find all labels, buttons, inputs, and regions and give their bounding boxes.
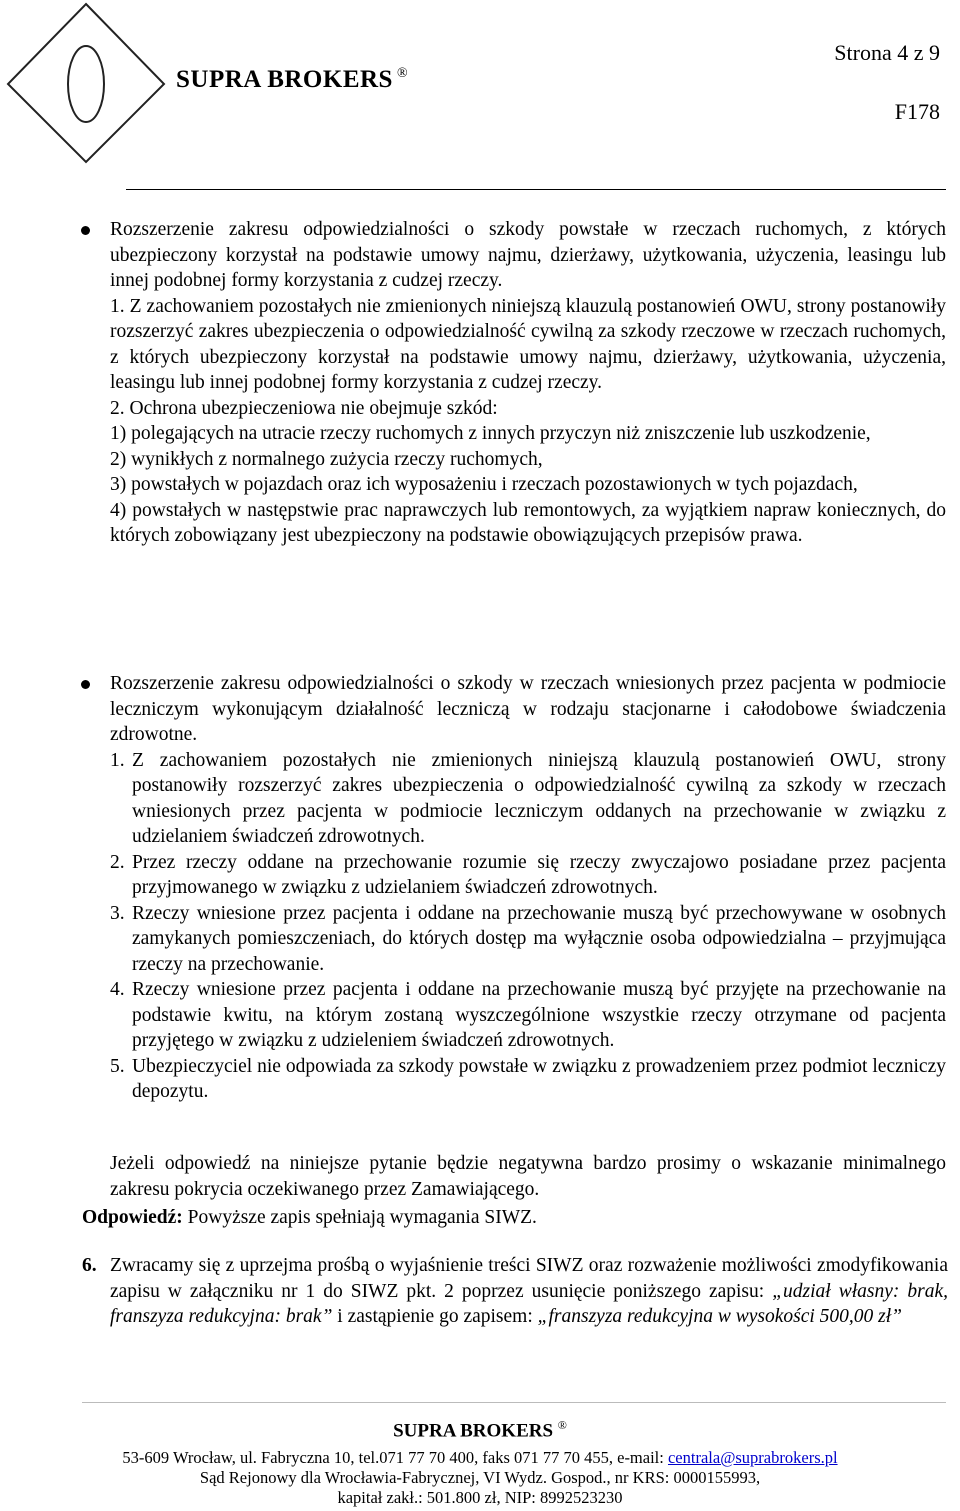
- bullet-icon: [81, 680, 90, 689]
- quote-proposed: „franszyza redukcyjna w wysokości 500,00 zł”: [537, 1306, 902, 1327]
- company-logo-icon: [0, 0, 170, 166]
- document-code: F178: [894, 99, 940, 124]
- section-a-exclusion-3: 3) powstałych w pojazdach oraz ich wyposażeniu i rzeczach pozostawionych w tych pojazdach,: [110, 474, 858, 495]
- section-a-point-1: 1. Z zachowaniem pozostałych nie zmienionych niniejszą klauzulą postanowień OWU, strony postanowiły rozszerzyć zakres ubezpieczenia o odpowiedzialność cywilną za szkody rzeczowe w rzeczach ruchomych, z których ubezpieczony korzystał na podstawie umowy najmu, dzierżawy, użytkowania, użyczenia, leasingu lub innej podobnej formy korzystania z cudzej rzeczy.: [110, 295, 946, 393]
- list-item: 2. Przez rzeczy oddane na przechowanie rozumie się rzeczy zwyczajowo posiadane przez pacjenta przyjmowanego w związku z udzielaniem świadczeń zdrowotnych.: [110, 851, 946, 898]
- header-divider: [126, 189, 946, 190]
- email-link[interactable]: centrala@suprabrokers.pl: [667, 1448, 838, 1467]
- question-6: [82, 1253, 948, 1330]
- header-brand: SUPRA BROKERS ®: [176, 66, 409, 93]
- closing-paragraph: Jeżeli odpowiedź na niniejsze pytanie będzie negatywna bardzo prosimy o wskazanie minimalnego zakresu pokrycia oczekiwanego przez Zamawiającego.: [110, 1153, 946, 1200]
- footer-address: 53-609 Wrocław, ul. Fabryczna 10, tel.071 77 70 400, faks 071 77 70 455, e-mail: centrala@suprabrokers.pl: [122, 1448, 838, 1467]
- answer-label: Odpowiedź:: [82, 1207, 183, 1228]
- footer-divider: [82, 1402, 946, 1403]
- bullet-icon: [81, 226, 90, 235]
- section-a: [110, 217, 946, 549]
- section-a-title: Rozszerzenie zakresu odpowiedzialności o szkody powstałe w rzeczach ruchomych, z których ubezpieczony korzystał na podstawie umowy najmu, dzierżawy, użytkowania, użyczenia, leasingu lub innej podobnej formy korzystania z cudzej rzeczy.: [110, 219, 946, 291]
- question-text: Zwracamy się z uprzejma prośbą o wyjaśnienie treści SIWZ oraz rozważenie możliwości zmodyfikowania zapisu w załączniku nr 1 do SIWZ pkt. 2 poprzez usunięcie poniższego zapisu: „udział własny: brak, franszyza redukcyjna: brak” i zastąpienie go zapisem: „franszyza redukcyjna w wysokości 500,00 zł”: [110, 1255, 948, 1327]
- section-a-point-2: 2. Ochrona ubezpieczeniowa nie obejmuje szkód:: [110, 397, 498, 419]
- page-number: Strona 4 z 9: [834, 40, 940, 65]
- section-b: [110, 671, 946, 1105]
- section-a-exclusion-4: 4) powstałych w następstwie prac naprawczych lub remontowych, za wyjątkiem napraw koniecznych, do których zobowiązany jest ubezpieczony na podstawie obowiązujących przepisów prawa.: [110, 499, 946, 546]
- section-a-exclusion-2: 2) wynikłych z normalnego zużycia rzeczy ruchomych,: [110, 448, 543, 470]
- section-b-title: Rozszerzenie zakresu odpowiedzialności o szkody w rzeczach wniesionych przez pacjenta w podmiocie leczniczym wykonującym działalność leczniczą w rodzaju stacjonarne i całodobowe świadczenia zdrowotne.: [110, 673, 946, 745]
- list-item: 1. Z zachowaniem pozostałych nie zmienionych niniejszą klauzulą postanowień OWU, strony postanowiły rozszerzyć zakres ubezpieczenia o odpowiedzialność cywilną za szkody w rzeczach wniesionych przez pacjenta w podmiocie leczniczym oddanych na przechowanie w związku z udzielaniem świadczeń zdrowotnych.: [110, 749, 946, 847]
- quote-current: „udział własny: brak, franszyza redukcyjna: brak”: [110, 1280, 948, 1327]
- question-number: 6.: [82, 1255, 97, 1276]
- list-item: 4. Rzeczy wniesione przez pacjenta i oddane na przechowanie muszą być przyjęte na przechowanie na podstawie kwitu, na którym zostaną wyszczególnione wszystkie rzeczy otrzymane od pacjenta przyjętego w związku z udzieleniem świadczeń zdrowotnych.: [110, 979, 946, 1051]
- footer-capital: kapitał zakł.: 501.800 zł, NIP: 8992523230: [337, 1488, 623, 1507]
- list-item: 5. Ubezpieczyciel nie odpowiada za szkody powstałe w związku z prowadzeniem przez podmiot leczniczy depozytu.: [110, 1055, 946, 1102]
- footer-brand: SUPRA BROKERS ®: [393, 1418, 567, 1442]
- answer-paragraph: Odpowiedź: Powyższe zapis spełniają wymagania SIWZ.: [82, 1207, 537, 1228]
- list-item: 3. Rzeczy wniesione przez pacjenta i oddane na przechowanie muszą być przechowywane w osobnych zamykanych pomieszczeniach, do których dostęp ma wyłącznie osoba odpowiedzialna – przyjmująca rzeczy na przechowanie.: [110, 902, 946, 975]
- section-a-exclusion-1: 1) polegających na utracie rzeczy ruchomych z innych przyczyn niż zniszczenie lub uszkodzenie,: [110, 423, 871, 444]
- footer-court: Sąd Rejonowy dla Wrocławia-Fabrycznej, VI Wydz. Gospod., nr KRS: 0000155993,: [199, 1468, 761, 1487]
